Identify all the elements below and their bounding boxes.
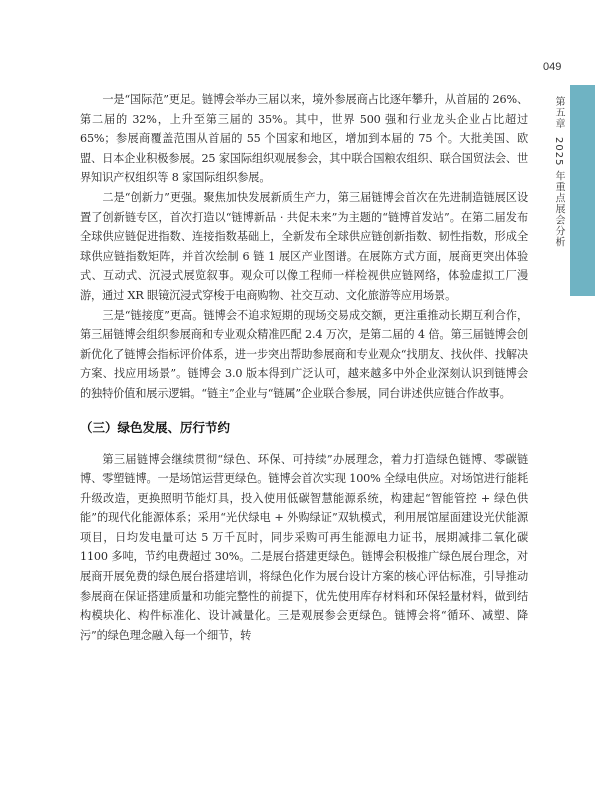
paragraph-innovation: 二是“创新力”更强。聚焦加快发展新质生产力，第三届链博会首次在先进制造链展区设置了创新链专区，首次打造以“链博新品 · 共促未来”为主题的“链博首发站”。在第二届发布全球供应链促进指数、连接指数基础上，全新发布全球供应链创新指数、韧性指数，形成全球供应链指数矩阵，并首次绘制 6 链 1 展区产业图谱。在展陈方式方面，展商更突出体验式、互动式、沉浸式展览叙事。观众可以像工程师一样检视供应链网络，体验虚拟工厂漫游，通过 XR 眼镜沉浸式穿梭于电商购物、社交互动、文化旅游等应用场景。	[80, 190, 528, 302]
chapter-side-tab	[570, 85, 595, 296]
chapter-number: 第五章	[553, 96, 564, 129]
paragraph-connectivity: 三是“链接度”更高。链博会不追求短期的现场交易成交额，更注重推动长期互利合作，第三届链博会组织参展商和专业观众精准匹配 2.4 万次，是第二届的 4 倍。第三届链博会创新优化了链博会指标评价体系，进一步突出帮助参展商和专业观众“找朋友、找伙伴、找解决方案、找应用场景”。链博会 3.0 版本得到广泛认可，越来越多中外企业深刻认识到链博会的独特价值和展示逻辑。“链主”企业与“链属”企业联合参展，同台讲述供应链合作故事。	[80, 308, 528, 400]
paragraph-green: 第三届链博会继续贯彻“绿色、环保、可持续”办展理念，着力打造绿色链博、零碳链博、零塑链博。一是场馆运营更绿色。链博会首次实现 100% 全绿电供应。对场馆进行能耗升级改造，更换照明节能灯具，投入使用低碳智慧能源系统，构建起“智能管控 + 绿色供能”的现代化能源体系；采用“光伏绿电 + 外购绿证”双轨模式，利用展馆屋面建设光伏能源项目，日均发电量可达 5 万千瓦时，同步采购可再生能源电力证书，展期减排二氧化碳 1100 多吨，节约电费超过 30%。二是展台搭建更绿色。链博会积极推广绿色展台理念，对展商开展免费的绿色展台搭建培训，将绿色化作为展台设计方案的核心评估标准，引导推动参展商在保证搭建质量和功能完整性的前提下，优先使用库存材料和环保轻量材料，做到结构模块化、构件标准化、设计减量化。三是观展参会更绿色。链博会将“循环、减塑、降污”的绿色理念融入每一个细节，转	[80, 452, 528, 642]
paragraph-international: 一是“国际范”更足。链博会举办三届以来，境外参展商占比逐年攀升，从首届的 26%、第二届的 32%，上升至第三届的 35%。其中，世界 500 强和行业龙头企业占比超过 65%；参展商覆盖范围从首届的 55 个国家和地区，增加到本届的 75 个。大批美国、欧盟、日本企业积极参展。25 家国际组织观展参会，其中联合国粮农组织、联合国贸法会、世界知识产权组织等 8 家国际组织参展。	[80, 93, 528, 185]
body-content	[80, 90, 528, 645]
chapter-title: 2025 年重点展会分析	[553, 137, 564, 248]
page-number: 049	[543, 61, 562, 73]
section-heading: （三）绿色发展、厉行节约	[80, 419, 231, 435]
chapter-side-label	[550, 96, 566, 248]
